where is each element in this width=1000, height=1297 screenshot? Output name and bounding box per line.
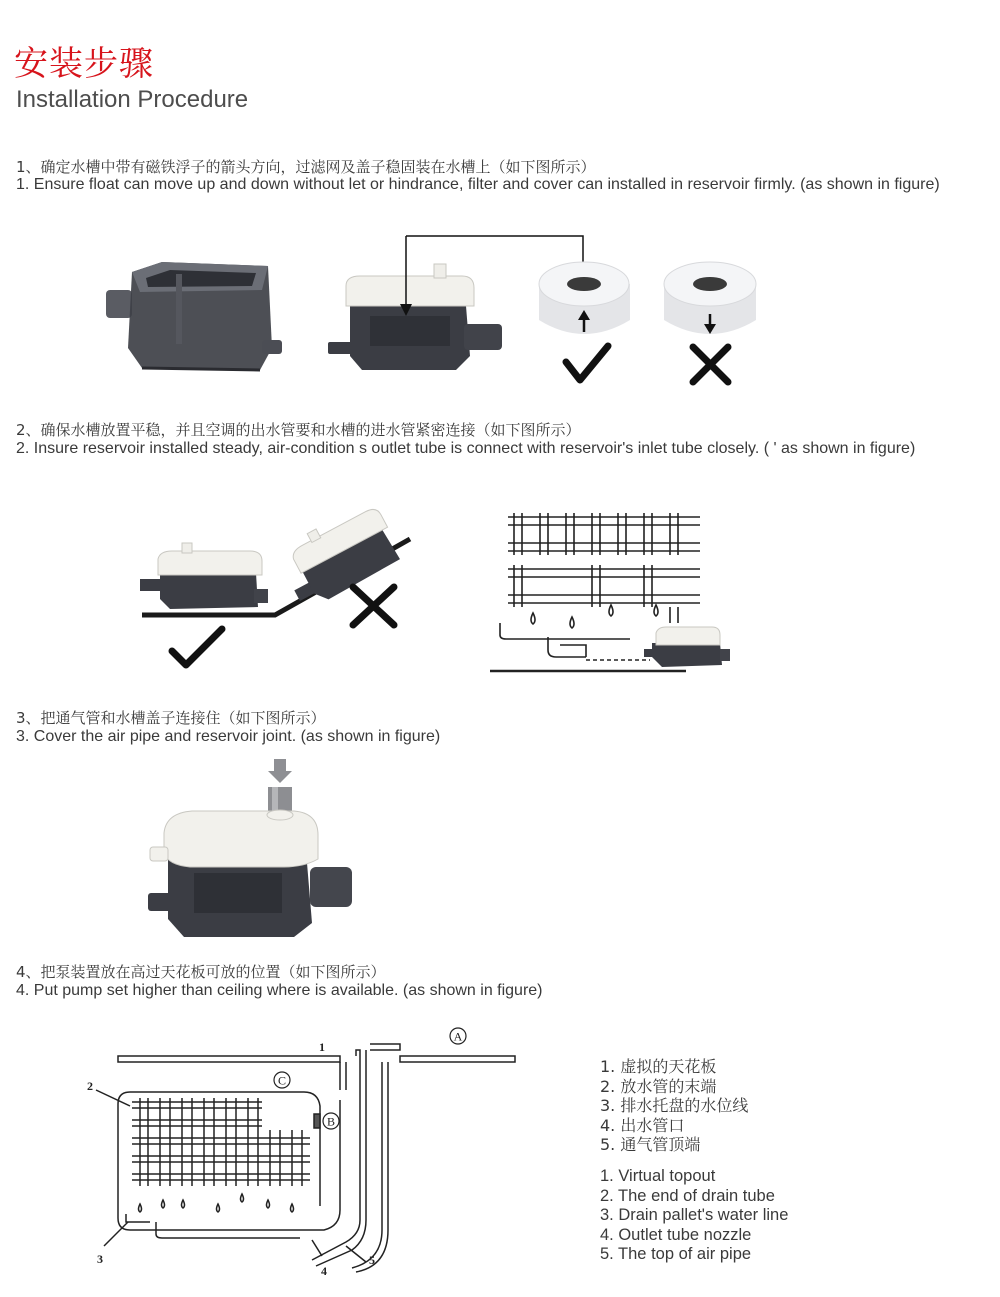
step-4-en: 4. Put pump set higher than ceiling where is available. (as shown in figure)	[16, 982, 543, 999]
legend-cn-item: 4. 出水管口	[600, 1115, 685, 1135]
step-1-figure	[0, 220, 1000, 400]
step-4-cn: 4、把泵装置放在高过天花板可放的位置（如下图所示）	[16, 963, 386, 981]
svg-text:A: A	[453, 1029, 463, 1044]
down-arrow-icon	[268, 759, 292, 783]
label-2: 2	[87, 1079, 93, 1093]
legend-en-item: 5. The top of air pipe	[600, 1245, 752, 1263]
label-5: 5	[369, 1253, 375, 1267]
cross-icon	[353, 587, 394, 625]
page-title-cn: 安装步骤	[14, 44, 154, 84]
label-a	[450, 1028, 466, 1044]
step-1-cn: 1、确定水槽中带有磁铁浮子的箭头方向，过滤网及盖子稳固装在水槽上（如下图所示）	[16, 158, 596, 176]
step-3-cn: 3、把通气管和水槽盖子连接住（如下图所示）	[16, 709, 326, 727]
label-b	[323, 1113, 339, 1129]
step-2-figure	[0, 495, 1000, 695]
label-c	[274, 1072, 290, 1088]
step-2-cn: 2、确保水槽放置平稳，并且空调的出水管要和水槽的进水管紧密连接（如下图所示）	[16, 421, 581, 439]
label-4: 4	[321, 1264, 327, 1278]
step-2-en: 2. Insure reservoir installed steady, air-condition s outlet tube is connect with reservoir's inlet tube closely. ( ' as shown in figure)	[16, 440, 916, 457]
svg-text:B: B	[326, 1114, 336, 1129]
cross-icon	[693, 347, 728, 382]
legend-cn-item: 2. 放水管的末端	[600, 1076, 717, 1096]
legend-en	[600, 1167, 980, 1265]
check-icon	[566, 346, 608, 380]
label-1: 1	[319, 1040, 325, 1054]
check-icon	[172, 629, 222, 665]
filter-correct-image	[539, 262, 630, 380]
legend-en-item: 1. Virtual topout	[600, 1167, 716, 1185]
open-reservoir-image	[106, 262, 282, 370]
page-title-en: Installation Procedure	[16, 86, 249, 113]
level-placement-image	[140, 499, 410, 665]
legend-en-item: 2. The end of drain tube	[600, 1186, 775, 1205]
filter-wrong-image	[664, 262, 756, 382]
small-reservoir-image	[644, 627, 730, 667]
step-1-en: 1. Ensure float can move up and down without let or hindrance, filter and cover can installed in reservoir firmly. (as shown in figure)	[16, 176, 940, 193]
legend-en-item: 4. Outlet tube nozzle	[600, 1225, 752, 1244]
air-pipe-reservoir-image	[148, 759, 352, 937]
legend-cn	[600, 1057, 980, 1155]
legend-cn-item: 1. 虚拟的天花板	[600, 1057, 717, 1076]
step-3-figure	[0, 755, 1000, 945]
legend-en-item: 3. Drain pallet's water line	[600, 1206, 789, 1224]
svg-text:C: C	[277, 1073, 287, 1088]
step-4-diagram	[0, 1020, 600, 1280]
step-3-en: 3. Cover the air pipe and reservoir joint. (as shown in figure)	[16, 728, 441, 745]
legend-cn-item: 5. 通气管顶端	[600, 1135, 701, 1154]
legend-cn-item: 3. 排水托盘的水位线	[600, 1096, 749, 1115]
label-3: 3	[97, 1252, 103, 1266]
